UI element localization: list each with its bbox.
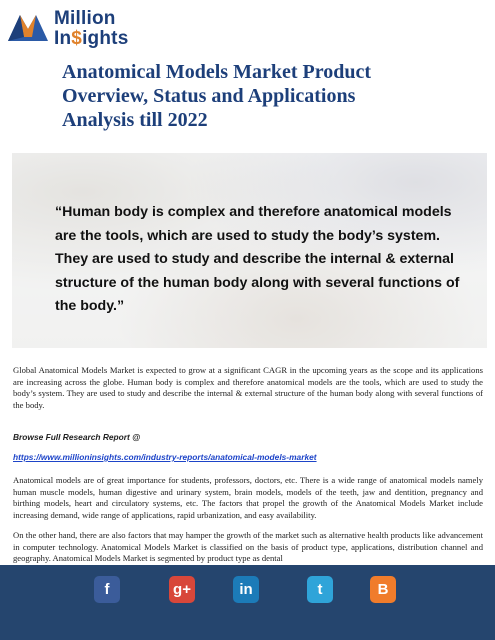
banner-quote: “Human body is complex and therefore anatomical models are the tools, which are used to study the body’s system. They are used to study and describe the internal & external structure of the human body along with several functions of the body.” bbox=[55, 204, 460, 314]
company-logo bbox=[6, 5, 146, 49]
body-paragraph-2: Anatomical models are of great importance for students, professors, doctors, etc. There is a wide range of anatomical models namely human muscle models, human digestive and urinary system, brain models, models of the teeth, jaw and dentition, pregnancy and birthing models, heart and circulatory systems, etc. The factors that propel the growth of the Anatomical Models Market include increasing demand, wide range of applications, rapid urbanization, and easy availability. bbox=[13, 475, 483, 520]
logo-text-insights: In$ights bbox=[54, 28, 129, 49]
facebook-icon[interactable]: f bbox=[94, 576, 120, 603]
google-plus-icon[interactable]: g+ bbox=[169, 576, 195, 603]
quote-banner bbox=[12, 153, 487, 348]
logo-mark-icon bbox=[6, 7, 50, 47]
logo-text-million: Million bbox=[54, 8, 116, 29]
intro-paragraph: Global Anatomical Models Market is expected to grow at a significant CAGR in the upcoming years as the scope and its applications are increasing across the globe. Human body is complex and therefore anatomical models are the tools, which are used to study the body’s system. They are used to study and describe the internal & external structure of the human body along with several functions of the body. bbox=[13, 365, 483, 410]
blogger-icon[interactable]: B bbox=[370, 576, 396, 603]
browse-report-label: Browse Full Research Report @ bbox=[13, 432, 141, 442]
report-link[interactable]: https://www.millioninsights.com/industry-reports/anatomical-models-market bbox=[13, 452, 317, 462]
page-title: Anatomical Models Market Product Overview, Status and Applications Analysis till 2022 bbox=[62, 61, 372, 131]
linkedin-icon[interactable]: in bbox=[233, 576, 259, 603]
body-paragraph-3: On the other hand, there are also factors that may hamper the growth of the market such as alternative health products like advancement in computer technology. Anatomical Models Market is classified on the basis of product type, applications, distribution channel and geography. Anatomical Models Market is segmented by product type as dental bbox=[13, 530, 483, 563]
twitter-icon[interactable]: t bbox=[307, 576, 333, 603]
